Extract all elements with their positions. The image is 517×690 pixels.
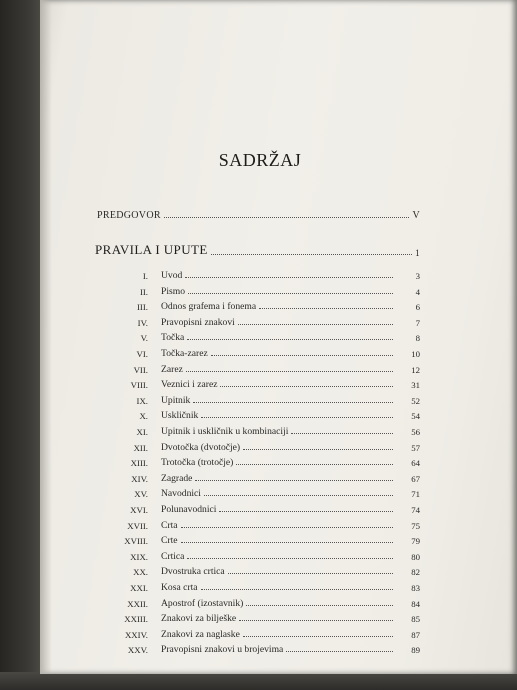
toc-entry-number: XXIII. [124,614,148,625]
leader-dots [238,324,393,325]
background-bottom [0,672,517,690]
toc-preface-row [97,210,420,221]
leader-dots [228,573,393,574]
leader-dots [195,480,393,481]
toc-entry-page: 54 [411,411,420,422]
toc-entry-title: Crta [161,519,178,531]
toc-entry-page: 83 [411,583,420,593]
leader-dots [201,589,394,590]
toc-entry-number: I. [142,271,148,281]
leader-dots [243,636,393,637]
toc-entry-title: Uvod [161,270,183,281]
toc-entry-page: 80 [411,551,420,562]
toc-entry-page: 89 [411,645,420,656]
toc-entry [100,564,420,577]
leader-dots [211,254,412,255]
toc-entry-page: 57 [411,442,420,453]
toc-entry [100,502,420,515]
toc-preface-page: V [412,210,420,221]
leader-dots [259,308,393,309]
toc-entry-title: Zagrade [161,472,193,484]
toc-entry-page: 67 [411,473,420,484]
toc-entry-title: Upitnik [161,394,191,406]
toc-entry-page: 12 [411,364,420,375]
toc-entry-number: XI. [136,427,148,437]
toc-entry-title: Crtica [161,550,185,562]
toc-entry-number: XVI. [130,505,148,515]
leader-dots [211,355,393,356]
toc-preface-label: PREDGOVOR [97,210,161,221]
toc-entry-page: 31 [411,380,420,391]
toc-entry-title: Znakovi za naglaske [161,628,240,640]
toc-entry-title: Dvostruka crtica [161,566,225,578]
toc-entry-number: IV. [137,317,148,328]
toc-entry-number: XII. [133,442,148,453]
toc-entry-title: Veznici i zarez [161,379,218,391]
toc-entry-page: 74 [411,505,420,515]
toc-entry [100,440,420,453]
toc-entry-number: VII. [133,364,148,375]
leader-dots [187,339,393,340]
toc-entry [100,627,420,640]
toc-entry [100,424,420,437]
toc-entry-number: XVII. [127,520,148,531]
toc-entry-number: XXI. [130,583,148,593]
toc-entry-title: Crte [161,535,178,547]
toc-entry-title: Uskličnik [161,410,199,422]
leader-dots [185,277,393,278]
toc-entry-title: Upitnik i uskličnik u kombinaciji [161,426,289,437]
toc-entry [100,408,420,421]
toc-entry-page: 56 [411,427,420,437]
toc-entry [100,518,420,531]
leader-dots [188,293,393,294]
toc-entry-number: VI. [136,349,148,359]
toc-entry-title: Pismo [161,285,185,297]
toc-entry [100,596,420,609]
toc-entry [100,362,420,375]
leader-dots [236,464,393,465]
toc-entry-page: 64 [411,458,420,469]
toc-entry-number: XV. [134,489,148,500]
toc-entry-page: 85 [411,614,420,625]
toc-entry-page: 7 [415,317,420,328]
toc-entry-number: XVIII. [124,536,148,547]
toc-entry [100,268,420,281]
toc-entry-title: Pravopisni znakovi u brojevima [161,644,284,656]
leader-dots [186,371,393,372]
leader-dots [204,495,393,496]
toc-entry [100,549,420,562]
leader-dots [239,620,393,621]
toc-entry-title: Polunavodnici [161,504,217,515]
leader-dots [291,433,393,434]
toc-entry-number: XIV. [131,473,148,484]
toc-entry-title: Dvotočka (dvotočje) [161,441,241,453]
leader-dots [164,217,410,218]
toc-entry-page: 79 [411,536,420,547]
leader-dots [193,402,393,403]
toc-entry-page: 87 [411,629,420,640]
toc-entry-title: Apostrof (izostavnik) [161,597,244,609]
toc-entry-title: Točka-zarez [161,348,208,359]
toc-entry-page: 4 [415,286,420,297]
toc-entry [100,580,420,593]
toc-entry [100,393,420,406]
leader-dots [286,651,393,652]
leader-dots [243,449,393,450]
toc-entry-title: Znakovi za bilješke [161,613,237,625]
toc-entry-number: II. [139,286,148,297]
toc-entry [100,315,420,328]
toc-entry-page: 82 [411,567,420,578]
toc-entry [100,533,420,546]
toc-entry-number: XIX. [130,551,148,562]
toc-entry-title: Zarez [161,363,183,375]
leader-dots [246,605,393,606]
leader-dots [181,542,393,543]
toc-entry-number: IX. [136,395,148,406]
toc-entry [100,346,420,359]
toc-entry [100,330,420,343]
toc-entry [100,611,420,624]
toc-entry-number: III. [137,302,148,313]
toc-entry-number: X. [139,411,148,422]
leader-dots [201,417,393,418]
toc-entry-title: Navodnici [161,488,201,500]
toc-entry-page: 6 [415,302,420,313]
toc-entry [100,486,420,499]
toc-entry-number: XX. [133,567,148,578]
toc-entry [100,284,420,297]
toc-entry-number: XXIV. [124,629,148,640]
toc-section-heading [95,242,420,258]
toc-entry-page: 10 [411,349,420,359]
toc-entry-title: Trotočka (trotočje) [161,457,234,469]
toc-section-label: PRAVILA I UPUTE [95,242,208,257]
toc-entry-number: VIII. [130,380,148,391]
toc-entry [100,377,420,390]
toc-entry-number: XIII. [130,458,148,469]
toc-entry [100,299,420,312]
toc-entry-page: 84 [411,598,420,609]
toc-entry-number: XXV. [127,645,148,656]
toc-entry-page: 71 [411,489,420,500]
toc-entry-title: Točka [161,332,185,344]
leader-dots [181,527,393,528]
toc-entry-number: V. [140,333,148,344]
toc-entry [100,642,420,655]
toc-entry-title: Kosa crta [161,582,198,593]
leader-dots [187,558,393,559]
toc-entry-page: 8 [415,333,420,344]
toc-section-page: 1 [415,248,420,258]
toc-entry [100,471,420,484]
page-title: SADRŽAJ [218,150,302,170]
page-spine-shadow [40,0,52,674]
toc-entry-page: 3 [415,271,420,281]
toc-entry-page: 75 [411,520,420,531]
leader-dots [220,386,393,387]
toc-entry-title: Odnos grafema i fonema [161,301,257,313]
toc-entry-page: 52 [411,395,420,406]
leader-dots [219,511,393,512]
toc-entry-title: Pravopisni znakovi [161,316,235,328]
toc-entry-number: XXII. [127,598,148,609]
toc-entry [100,455,420,468]
background-left [0,0,40,690]
